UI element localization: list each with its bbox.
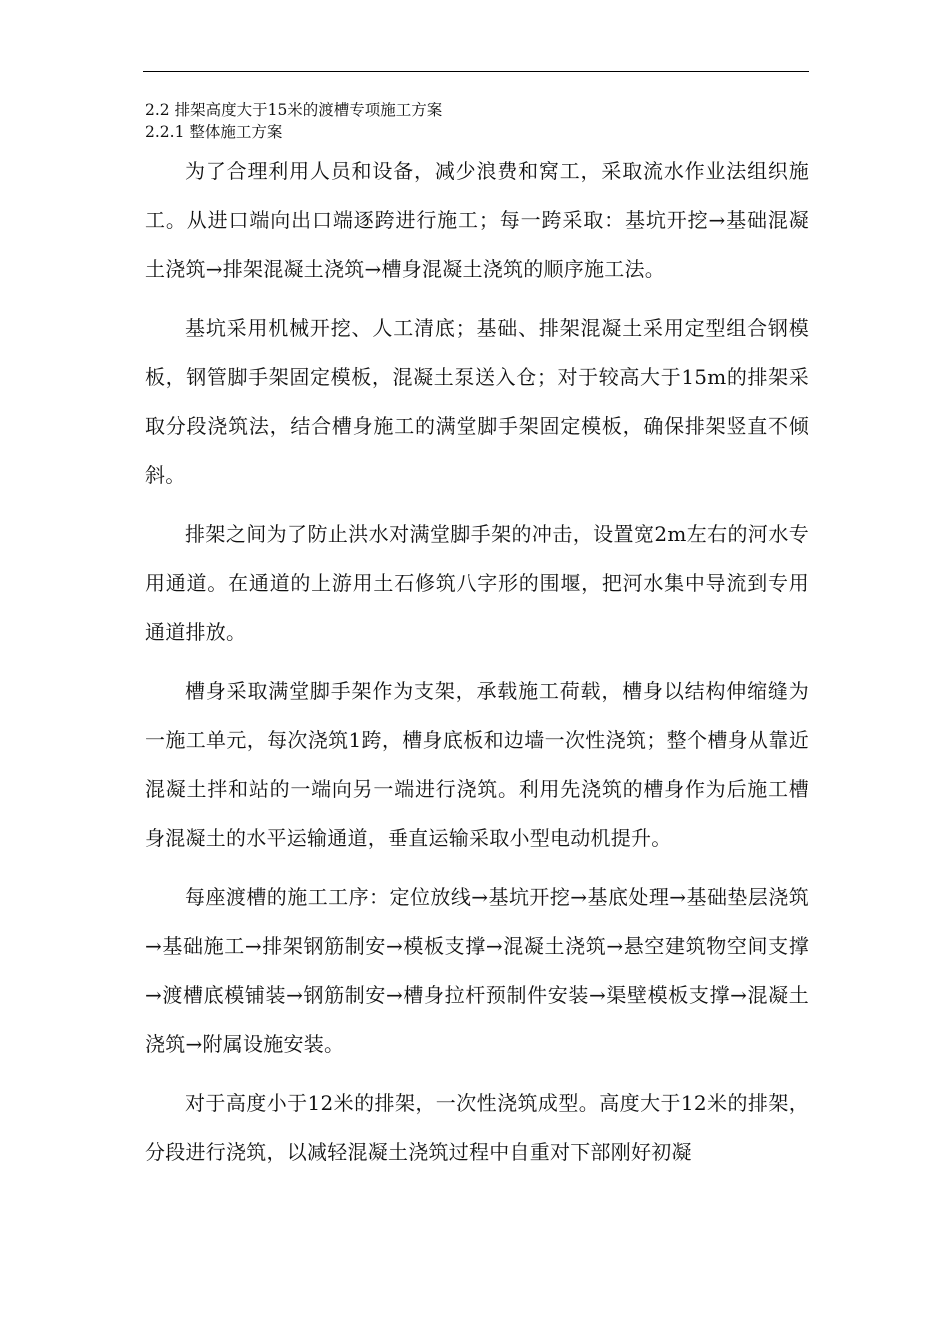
section-heading: 2.2 排架高度大于15米的渡槽专项施工方案 [145, 101, 443, 119]
paragraph-height: 对于高度小于12米的排架，一次性浇筑成型。高度大于12米的排架，分段进行浇筑，以减轻混凝土浇筑过程中自重对下部刚好初凝 [145, 1091, 809, 1164]
paragraph-procedure: 每座渡槽的施工工序：定位放线→基坑开挖→基底处理→基础垫层浇筑→基础施工→排架钢筋制安→模板支撑→混凝土浇筑→悬空建筑物空间支撑→渡槽底模铺装→钢筋制安→槽身拉杆预制件安装→渠壁模板支撑→混凝土浇筑→附属设施安装。 [145, 885, 809, 1056]
document-body [145, 147, 809, 1187]
header-rule [143, 71, 809, 72]
paragraph-workflow: 为了合理利用人员和设备，减少浪费和窝工，采取流水作业法组织施工。从进口端向出口端逐跨进行施工；每一跨采取：基坑开挖→基础混凝土浇筑→排架混凝土浇筑→槽身混凝土浇筑的顺序施工法。 [145, 159, 809, 281]
subsection-heading: 2.2.1 整体施工方案 [145, 123, 283, 141]
paragraph-trough-body: 槽身采取满堂脚手架作为支架，承载施工荷载，槽身以结构伸缩缝为一施工单元，每次浇筑1跨，槽身底板和边墙一次性浇筑；整个槽身从靠近混凝土拌和站的一端向另一端进行浇筑。利用先浇筑的槽身作为后施工槽身混凝土的水平运输通道，垂直运输采取小型电动机提升。 [145, 679, 809, 850]
paragraph-river-channel: 排架之间为了防止洪水对满堂脚手架的冲击，设置宽2m左右的河水专用通道。在通道的上游用土石修筑八字形的围堰，把河水集中导流到专用通道排放。 [145, 522, 809, 644]
headings [145, 99, 809, 143]
paragraph-foundation: 基坑采用机械开挖、人工清底；基础、排架混凝土采用定型组合钢模板，钢管脚手架固定模板，混凝土泵送入仓；对于较高大于15m的排架采取分段浇筑法，结合槽身施工的满堂脚手架固定模板，确保排架竖直不倾斜。 [145, 316, 809, 487]
